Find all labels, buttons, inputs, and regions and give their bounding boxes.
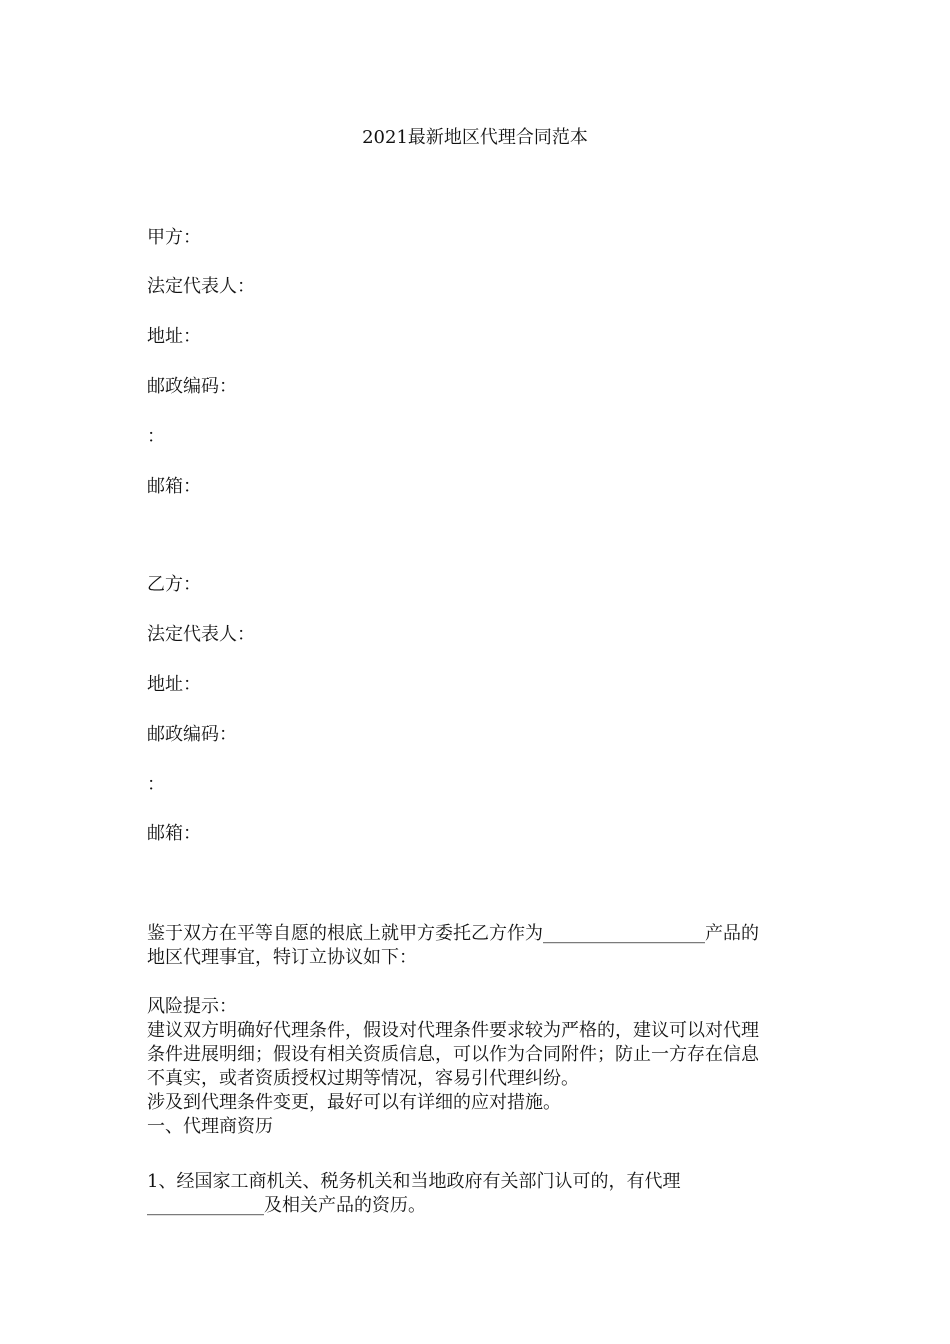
clause-line: 1、经国家工商机关、税务机关和当地政府有关部门认可的，有代理	[147, 1171, 681, 1192]
party-a-postcode: 邮政编码：	[147, 376, 237, 397]
clause-line: _____________及相关产品的资历。	[147, 1195, 426, 1216]
risk-line: 建议双方明确好代理条件，假设对代理条件要求较为严格的，建议可以对代理	[147, 1020, 759, 1041]
risk-heading: 风险提示：	[147, 996, 237, 1017]
preamble-line: 地区代理事宜，特订立协议如下：	[147, 947, 417, 968]
document-title: 2021最新地区代理合同范本	[362, 127, 588, 148]
party-b-phone: ：	[147, 774, 165, 795]
risk-line: 涉及到代理条件变更，最好可以有详细的应对措施。	[147, 1092, 561, 1113]
preamble-paragraph	[147, 922, 807, 970]
party-b-legal-rep: 法定代表人：	[147, 624, 255, 645]
party-b-email: 邮箱：	[147, 823, 201, 844]
risk-notice	[147, 995, 807, 1139]
preamble-line: 鉴于双方在平等自愿的根底上就甲方委托乙方作为__________________产品的	[147, 923, 759, 944]
party-a-phone: ：	[147, 426, 165, 447]
party-b-postcode: 邮政编码：	[147, 724, 237, 745]
section-1-item-1	[147, 1170, 807, 1218]
party-b-label: 乙方：	[147, 574, 201, 595]
party-a-label: 甲方：	[147, 227, 201, 248]
party-b-address: 地址：	[147, 674, 201, 695]
section-heading: 一、代理商资历	[147, 1116, 273, 1137]
party-a-legal-rep: 法定代表人：	[147, 276, 255, 297]
risk-line: 不真实，或者资质授权过期等情况，容易引代理纠纷。	[147, 1068, 579, 1089]
party-a-address: 地址：	[147, 326, 201, 347]
risk-line: 条件进展明细；假设有相关资质信息，可以作为合同附件；防止一方存在信息	[147, 1044, 759, 1065]
party-a-email: 邮箱：	[147, 476, 201, 497]
